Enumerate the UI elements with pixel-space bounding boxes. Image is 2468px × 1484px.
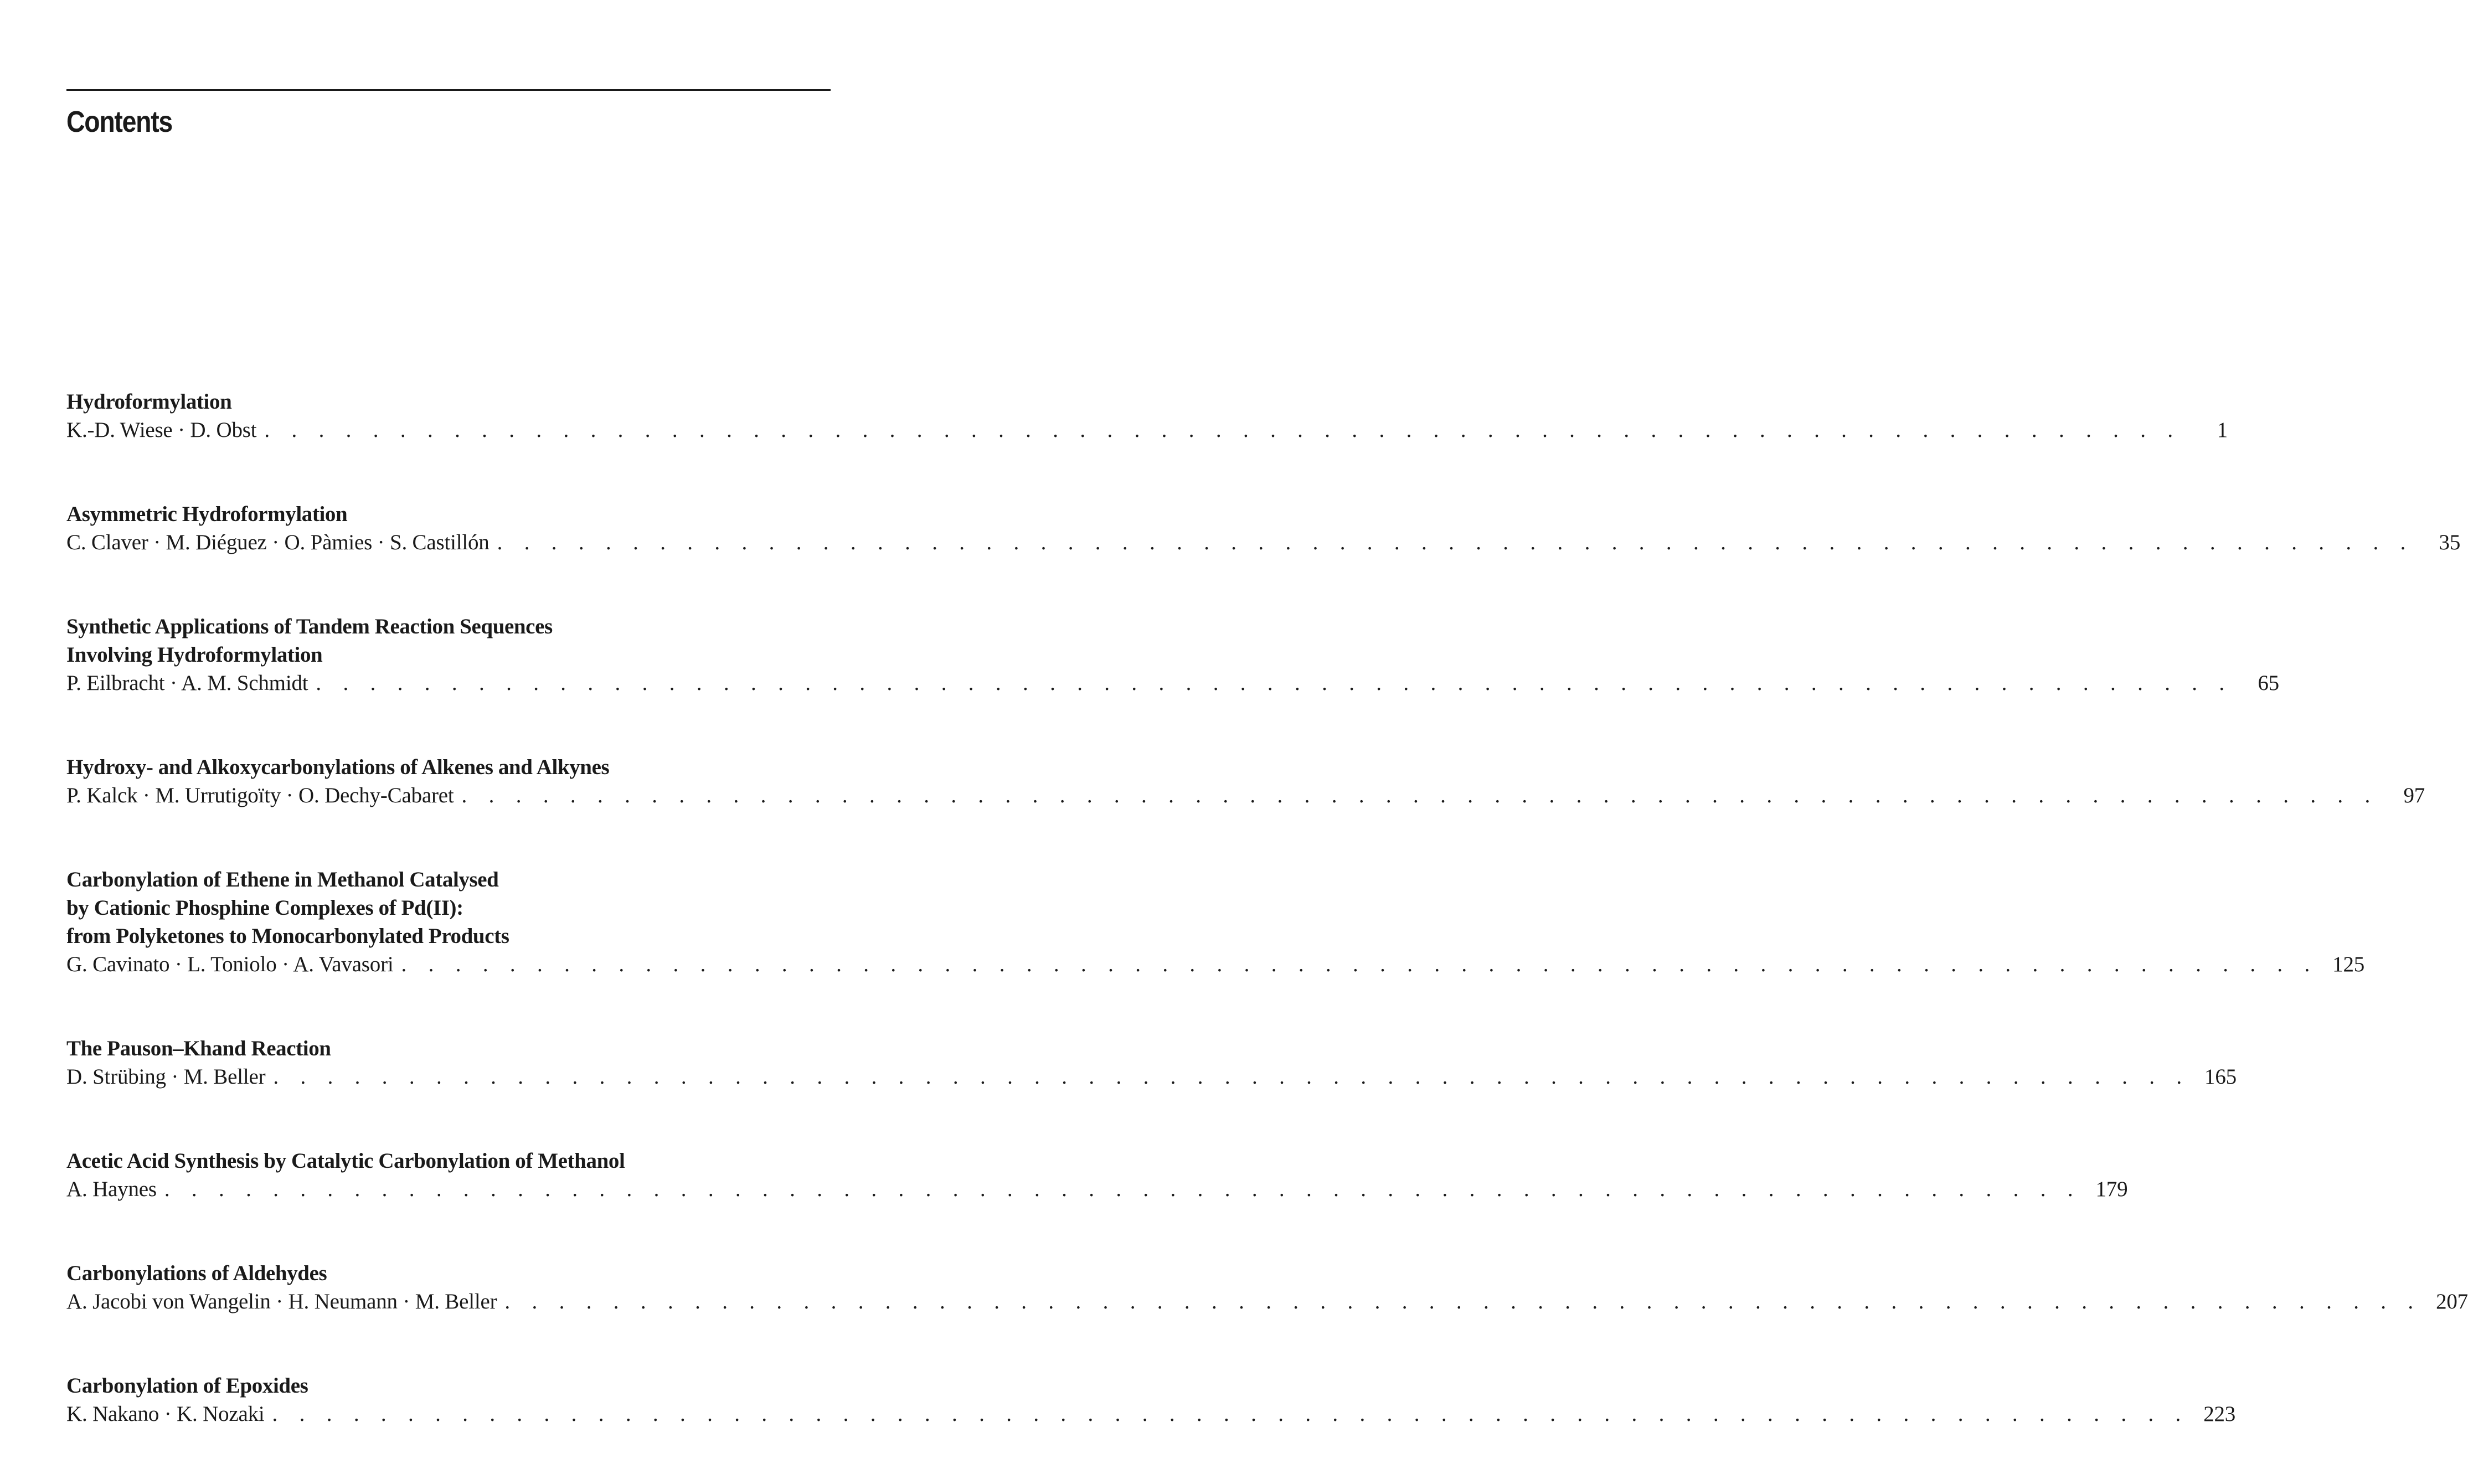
- entry-author-line: [66, 1400, 2236, 1428]
- toc-entry[interactable]: [66, 1372, 2236, 1428]
- entry-page-number: 207: [2436, 1290, 2468, 1313]
- entry-page-number: 125: [2332, 952, 2365, 976]
- toc-entry[interactable]: [66, 612, 2279, 697]
- entry-title: The Pauson–Khand Reaction: [66, 1037, 331, 1060]
- entry-author-line: [66, 669, 2279, 697]
- entry-title: Carbonylations of Aldehydes: [66, 1261, 327, 1285]
- entry-title: by Cationic Phosphine Complexes of Pd(II):: [66, 896, 463, 920]
- dot-leader: . . . . . . . . . . . . . . . . . . . . . . . . . . . . . . . . . . . . . . . . . . . . . . . . . . . . . . . . . . . . . . . . . . . . . . .: [504, 1290, 2421, 1313]
- entry-title: Acetic Acid Synthesis by Catalytic Carbonylation of Methanol: [66, 1149, 625, 1173]
- dot-leader: . . . . . . . . . . . . . . . . . . . . . . . . . . . . . . . . . . . . . . . . . . . . . . . . . . . . . . . . . . . . . . . . . . . . . . .: [273, 1065, 2190, 1089]
- entry-authors: K. Nakano · K. Nozaki: [66, 1402, 265, 1426]
- page-title: Contents: [66, 105, 172, 138]
- entry-authors: C. Claver · M. Diéguez · O. Pàmies · S. Castillón: [66, 530, 490, 554]
- entry-page-number: 97: [2403, 784, 2425, 807]
- entry-page-number: 35: [2439, 530, 2461, 554]
- entry-author-line: [66, 950, 2365, 978]
- dot-leader: . . . . . . . . . . . . . . . . . . . . . . . . . . . . . . . . . . . . . . . . . . . . . . . . . . . . . . . . . . . . . . . . . . . . . . .: [497, 530, 2414, 554]
- entry-title: Hydroformylation: [66, 390, 232, 414]
- entry-author-line: [66, 1287, 2468, 1316]
- entry-title: Asymmetric Hydroformylation: [66, 502, 348, 526]
- toc-entry[interactable]: [66, 1034, 2237, 1091]
- toc-entry[interactable]: [66, 1147, 2128, 1203]
- toc-entry[interactable]: [66, 865, 2365, 978]
- top-rule: [66, 89, 831, 91]
- entry-title: Carbonylation of Epoxides: [66, 1374, 308, 1398]
- entry-title: Hydroxy- and Alkoxycarbonylations of Alkenes and Alkynes: [66, 755, 610, 779]
- table-of-contents: [66, 388, 2468, 1484]
- entry-title: Synthetic Applications of Tandem Reaction Sequences: [66, 615, 553, 638]
- entry-page-number: 165: [2204, 1065, 2237, 1089]
- toc-entry[interactable]: [66, 1259, 2468, 1316]
- entry-title: Involving Hydroformylation: [66, 643, 323, 667]
- dot-leader: . . . . . . . . . . . . . . . . . . . . . . . . . . . . . . . . . . . . . . . . . . . . . . . . . . . . . . . . . . . . . . . . . . . . . . .: [461, 784, 2379, 807]
- dot-leader: . . . . . . . . . . . . . . . . . . . . . . . . . . . . . . . . . . . . . . . . . . . . . . . . . . . . . . . . . . . . . . . . . . . . . . .: [401, 952, 2318, 976]
- entry-authors: A. Jacobi von Wangelin · H. Neumann · M. Beller: [66, 1290, 497, 1313]
- entry-author-line: [66, 416, 2228, 444]
- dot-leader: . . . . . . . . . . . . . . . . . . . . . . . . . . . . . . . . . . . . . . . . . . . . . . . . . . . . . . . . . . . . . . . . . . . . . . .: [164, 1177, 2081, 1201]
- entry-authors: K.-D. Wiese · D. Obst: [66, 418, 257, 442]
- entry-author-line: [66, 781, 2425, 810]
- entry-authors: P. Eilbracht · A. M. Schmidt: [66, 671, 308, 695]
- toc-entry[interactable]: [66, 753, 2425, 810]
- entry-title: Carbonylation of Ethene in Methanol Catalysed: [66, 868, 499, 892]
- entry-author-line: [66, 1175, 2128, 1203]
- dot-leader: . . . . . . . . . . . . . . . . . . . . . . . . . . . . . . . . . . . . . . . . . . . . . . . . . . . . . . . . . . . . . . . . . . . . . . .: [264, 418, 2181, 442]
- entry-page-number: 1: [2217, 418, 2228, 442]
- entry-page-number: 179: [2095, 1177, 2128, 1201]
- toc-entry[interactable]: [66, 388, 2228, 444]
- dot-leader: . . . . . . . . . . . . . . . . . . . . . . . . . . . . . . . . . . . . . . . . . . . . . . . . . . . . . . . . . . . . . . . . . . . . . . .: [272, 1402, 2189, 1426]
- entry-title: from Polyketones to Monocarbonylated Products: [66, 924, 509, 948]
- entry-authors: D. Strübing · M. Beller: [66, 1065, 266, 1089]
- entry-page-number: 223: [2203, 1402, 2236, 1426]
- dot-leader: . . . . . . . . . . . . . . . . . . . . . . . . . . . . . . . . . . . . . . . . . . . . . . . . . . . . . . . . . . . . . . . . . . . . . . .: [316, 671, 2233, 695]
- entry-author-line: [66, 528, 2461, 556]
- entry-authors: G. Cavinato · L. Toniolo · A. Vavasori: [66, 952, 394, 976]
- entry-authors: P. Kalck · M. Urrutigoïty · O. Dechy-Cabaret: [66, 784, 454, 807]
- entry-author-line: [66, 1063, 2237, 1091]
- entry-page-number: 65: [2258, 671, 2279, 695]
- entry-authors: A. Haynes: [66, 1177, 157, 1201]
- toc-entry[interactable]: [66, 500, 2461, 556]
